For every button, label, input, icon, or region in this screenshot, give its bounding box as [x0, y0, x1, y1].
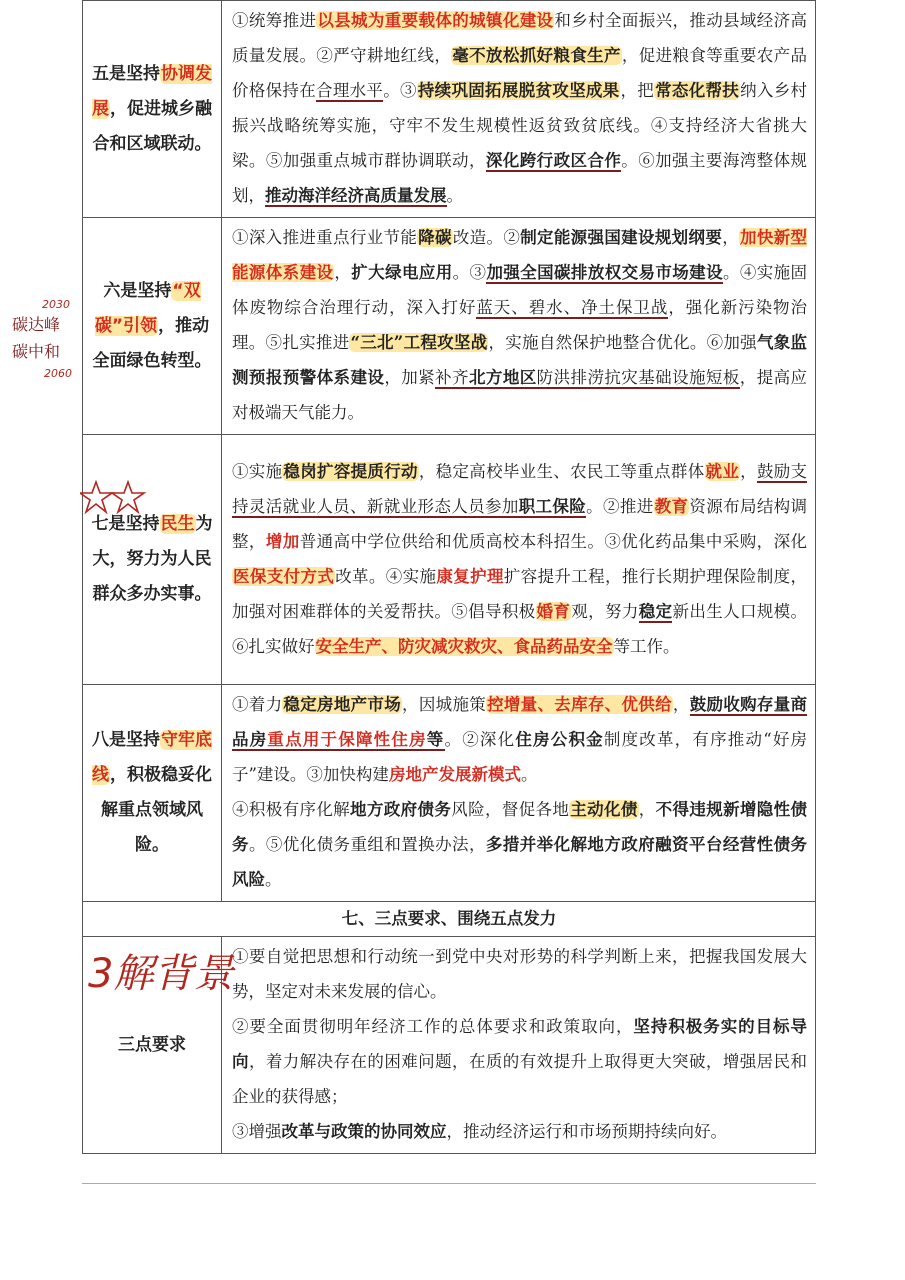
requirements-title: 三点要求 [83, 937, 222, 1154]
part-heading: 七、三点要求、围绕五点发力 [83, 902, 816, 937]
section-title-prefix: 七是坚持 [91, 514, 160, 534]
section-row [83, 435, 816, 685]
part-heading-row [83, 902, 816, 937]
section-title-prefix: 八是坚持 [92, 730, 160, 750]
section-title-suffix: ，推动全面绿色转型。 [92, 315, 212, 371]
requirement-item: ③增强改革与政策的协同效应，推动经济运行和市场预期持续向好。 [232, 1122, 727, 1141]
handwritten-understand-background: 3解背景 [88, 951, 234, 997]
section-body: ①着力稳定房地产市场，因城施策控增量、去库存、优供给，鼓励收购存量商品房重点用于保障性住房等。②深化住房公积金制度改革，有序推动“好房子”建设。③加快构建房地产发展新模式。 ④积极有序化解地方政府债务风险，督促各地主动化债，不得违规新增隐性债务。⑤优化债务重组和置换办法，多措并举化解地方政府融资平台经营性债务风险。 [222, 685, 816, 902]
section-row [83, 1, 816, 218]
section-body: ①深入推进重点行业节能降碳改造。②制定能源强国建设规划纲要，加快新型能源体系建设，扩大绿电应用。③加强全国碳排放权交易市场建设。④实施固体废物综合治理行动，深入打好蓝天、碧水、净土保卫战，强化新污染物治理。⑤扎实推进“三北”工程攻坚战，实施自然保护地整合优化。⑥加强气象监测预报预警体系建设，加紧补齐北方地区防洪排涝抗灾基础设施短板，提高应对极端天气能力。 [222, 218, 816, 435]
section-title-prefix: 五是坚持 [92, 63, 160, 84]
section-title [83, 1, 222, 218]
section-row [83, 685, 816, 902]
section-title-keyword: “双碳”引领 [94, 280, 201, 336]
section-title-keyword: 守牢底线 [92, 730, 212, 785]
section-title [83, 218, 222, 435]
handwritten-year-2060: 2060 [44, 367, 72, 380]
handwritten-stars-icon [80, 478, 150, 518]
section-title [83, 435, 222, 685]
handwritten-carbon-peak: 碳达峰 [12, 315, 61, 334]
section-title-keyword: 协调发展 [92, 63, 212, 119]
section-title-prefix: 六是坚持 [103, 280, 172, 301]
next-row-border [82, 1183, 816, 1184]
section-body: ①统筹推进以县城为重要载体的城镇化建设和乡村全面振兴，推动县域经济高质量发展。②严守耕地红线，毫不放松抓好粮食生产，促进粮食等重要农产品价格保持在合理水平。③持续巩固拓展脱贫攻坚成果，把常态化帮扶纳入乡村振兴战略统筹实施，守牢不发生规模性返贫致贫底线。④支持经济大省挑大梁。⑤加强重点城市群协调联动，深化跨行政区合作。⑥加强主要海湾整体规划，推动海洋经济高质量发展。 [222, 1, 816, 218]
section-title [83, 685, 222, 902]
section-title-suffix: ，促进城乡融合和区域联动。 [92, 98, 212, 154]
requirements-body [222, 937, 816, 1154]
section-title-suffix: ，积极稳妥化解重点领域风险。 [101, 765, 212, 855]
handwritten-carbon-neutral: 碳中和 [12, 342, 61, 361]
handwritten-year-2030: 2030 [42, 298, 70, 311]
requirement-item: ①要自觉把思想和行动统一到党中央对形势的科学判断上来，把握我国发展大势，坚定对未来发展的信心。 [232, 947, 807, 1001]
section-row [83, 218, 816, 435]
section-title-keyword: 民生 [160, 514, 195, 534]
section-title-suffix: 为大，努力为人民群众多办实事。 [92, 514, 213, 604]
requirement-item: ②要全面贯彻明年经济工作的总体要求和政策取向，坚持积极务实的目标导向，着力解决存在的困难问题，在质的有效提升上取得更大突破，增强居民和企业的获得感； [232, 1017, 808, 1106]
section-body: ①实施稳岗扩容提质行动，稳定高校毕业生、农民工等重点群体就业，鼓励支持灵活就业人员、新就业形态人员参加职工保险。②推进教育资源布局结构调整，增加普通高中学位供给和优质高校本科招生。③优化药品集中采购，深化医保支付方式改革。④实施康复护理扩容提升工程，推行长期护理保险制度，加强对困难群体的关爱帮扶。⑤倡导积极婚育观，努力稳定新出生人口规模。⑥扎实做好安全生产、防灾减灾救灾、食品药品安全等工作。 [222, 435, 816, 685]
